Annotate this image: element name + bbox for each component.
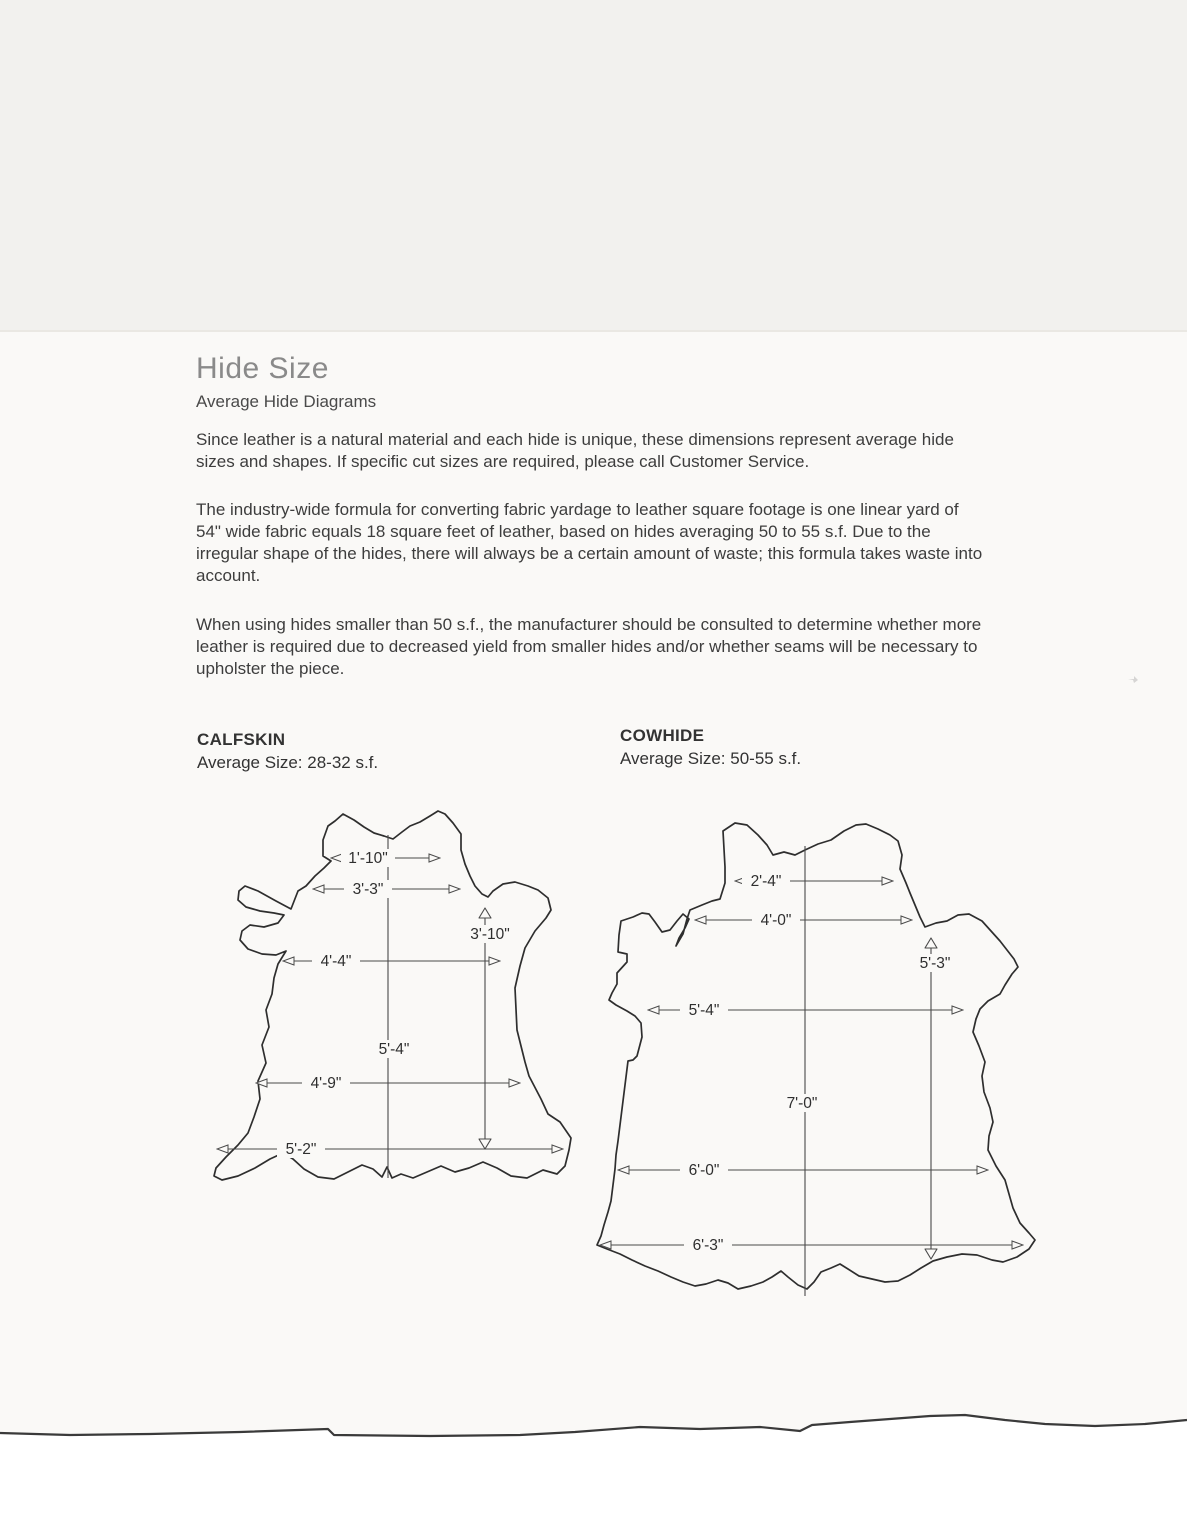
cowhide-width-label-3: 5'-4" bbox=[688, 1002, 720, 1019]
calfskin-center-length-label: 5'-4" bbox=[378, 1041, 410, 1058]
calfskin-width-dim-3 bbox=[283, 952, 500, 970]
cowhide-width-dim-1 bbox=[735, 872, 893, 890]
cowhide-section-header bbox=[620, 726, 801, 769]
scan-overlap-band bbox=[0, 0, 1187, 332]
cowhide-width-label-2: 4'-0" bbox=[760, 912, 792, 929]
calfskin-size-note: Average Size: 28-32 s.f. bbox=[197, 753, 379, 772]
cowhide-size-note: Average Size: 50-55 s.f. bbox=[620, 749, 802, 768]
calfskin-width-label-1: 1'-10" bbox=[348, 850, 388, 867]
stray-pencil-mark bbox=[1125, 672, 1141, 688]
cowhide-side-length-label: 5'-3" bbox=[919, 955, 951, 972]
cowhide-side-length-dim bbox=[911, 938, 959, 1259]
calfskin-width-label-2: 3'-3" bbox=[352, 881, 384, 898]
cowhide-width-label-4: 6'-0" bbox=[688, 1162, 720, 1179]
calfskin-width-dim-2 bbox=[313, 880, 460, 898]
calfskin-width-label-5: 5'-2" bbox=[285, 1141, 317, 1158]
calfskin-width-label-4: 4'-9" bbox=[310, 1075, 342, 1092]
cowhide-width-dim-5 bbox=[600, 1236, 1023, 1254]
calfskin-width-label-3: 4'-4" bbox=[320, 953, 352, 970]
paragraph-2: The industry-wide formula for converting fabric yardage to leather square footage is one linear yard of 54" wide fabric equals 18 square feet of leather, based on hides averaging 50 to 55 s.f. Due to the irregular shape of the hides, there will always be a certain amount of waste; this formula takes waste into account. bbox=[196, 500, 983, 586]
page-title: Hide Size bbox=[196, 352, 329, 385]
cowhide-center-length-label: 7'-0" bbox=[786, 1095, 818, 1112]
paragraph-3: When using hides smaller than 50 s.f., the manufacturer should be consulted to determine whether more leather is required due to decreased yield from smaller hides and/or whether seams will be necessary to upholster the piece. bbox=[196, 614, 982, 678]
cowhide-diagram bbox=[588, 813, 1063, 1318]
calfskin-width-dim-1 bbox=[331, 849, 440, 867]
cowhide-width-dim-2 bbox=[695, 911, 912, 929]
cowhide-width-label-5: 6'-3" bbox=[692, 1237, 724, 1254]
paragraph-1: Since leather is a natural material and each hide is unique, these dimensions represent average hide sizes and shapes. If specific cut sizes are required, please call Customer Service. bbox=[196, 430, 954, 472]
cowhide-width-dim-4 bbox=[618, 1161, 988, 1179]
cowhide-width-label-1: 2'-4" bbox=[750, 873, 782, 890]
page-curl-edge bbox=[0, 1395, 1187, 1536]
calfskin-section-header bbox=[197, 730, 378, 773]
calfskin-diagram bbox=[198, 806, 590, 1220]
cowhide-hide-outline bbox=[597, 823, 1035, 1289]
calfskin-width-dim-5 bbox=[217, 1140, 563, 1158]
page-subtitle: Average Hide Diagrams bbox=[196, 392, 377, 411]
calfskin-heading: CALFSKIN bbox=[197, 730, 286, 749]
calfskin-side-length-label: 3'-10" bbox=[470, 926, 510, 943]
calfskin-side-length-dim bbox=[462, 908, 518, 1149]
cowhide-heading: COWHIDE bbox=[620, 726, 705, 745]
document-content bbox=[196, 352, 984, 680]
